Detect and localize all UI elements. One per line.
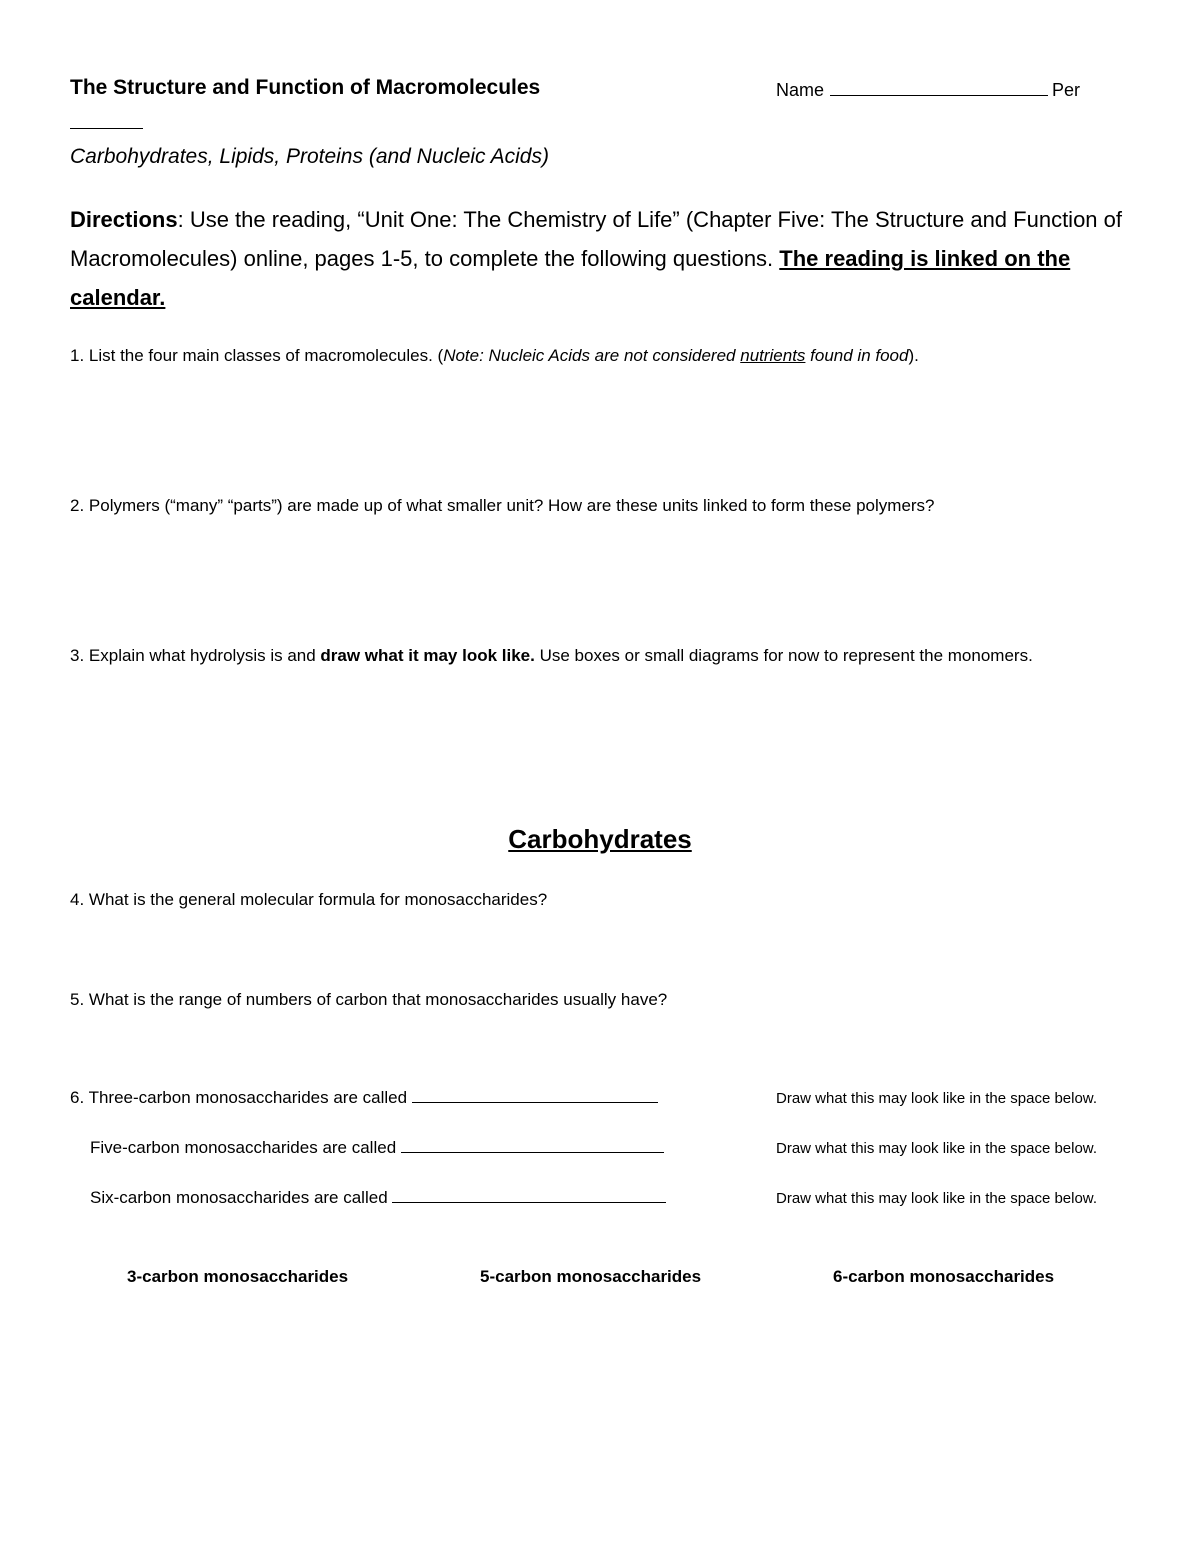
question-3-text: 3. Explain what hydrolysis is and <box>70 646 321 665</box>
five-carbon-blank[interactable] <box>401 1136 664 1153</box>
column-label-5-carbon: 5-carbon monosaccharides <box>480 1267 702 1286</box>
column-label-6-carbon: 6-carbon monosaccharides <box>833 1267 1055 1286</box>
question-1-note-end: found in food <box>805 346 909 365</box>
question-1-close: ). <box>908 346 919 365</box>
question-6-three-carbon-text: 6. Three-carbon monosaccharides are called <box>70 1088 412 1107</box>
per-label: Per <box>1052 80 1081 100</box>
question-3 <box>70 640 1130 671</box>
draw-note-2: Draw what this may look like in the space below. <box>776 1140 1097 1157</box>
question-5: 5. What is the range of numbers of carbon that monosaccharides usually have? <box>70 990 668 1009</box>
draw-note-1: Draw what this may look like in the space below. <box>776 1090 1097 1107</box>
question-3-text-end: Use boxes or small diagrams for now to represent the monomers. <box>534 646 1033 665</box>
per-blank-line[interactable] <box>70 128 143 129</box>
draw-note-3: Draw what this may look like in the space below. <box>776 1190 1097 1207</box>
directions-text: : Use the reading, “Unit One: The Chemistry of Life” (Chapter Five: The Structure and Function of Macromolecules) online, pages 1-5, to complete the following questions. <box>70 207 1122 271</box>
name-per-field <box>776 80 1080 101</box>
directions-paragraph <box>70 200 1130 317</box>
name-blank-line[interactable] <box>830 81 1048 96</box>
column-label-3-carbon: 3-carbon monosaccharides <box>127 1267 349 1286</box>
worksheet-title: The Structure and Function of Macromolecules <box>70 76 541 99</box>
directions-emphasis: The reading is linked on the calendar. <box>70 246 1071 310</box>
question-1 <box>70 340 1130 371</box>
question-1-note: Note: Nucleic Acids are not considered <box>443 346 741 365</box>
question-6-five-carbon <box>90 1136 664 1158</box>
section-heading-carbohydrates: Carbohydrates <box>508 824 692 854</box>
question-4: 4. What is the general molecular formula for monosaccharides? <box>70 890 548 909</box>
question-1-text: 1. List the four main classes of macromolecules. ( <box>70 346 444 365</box>
question-6-six-carbon <box>90 1186 666 1208</box>
question-6-six-carbon-text: Six-carbon monosaccharides are called <box>90 1188 393 1207</box>
three-carbon-blank[interactable] <box>412 1086 658 1103</box>
directions-label: Directions <box>70 207 178 232</box>
question-3-bold: draw what it may look like. <box>320 646 535 665</box>
six-carbon-blank[interactable] <box>392 1186 666 1203</box>
question-2: 2. Polymers (“many” “parts”) are made up of what smaller unit? How are these units linked to form these polymers? <box>70 496 935 515</box>
question-6-five-carbon-text: Five-carbon monosaccharides are called <box>90 1138 401 1157</box>
name-label: Name <box>776 80 825 100</box>
question-1-note-underlined: nutrients <box>740 346 806 365</box>
worksheet-subtitle: Carbohydrates, Lipids, Proteins (and Nucleic Acids) <box>70 145 549 168</box>
question-6-three-carbon <box>70 1086 658 1108</box>
